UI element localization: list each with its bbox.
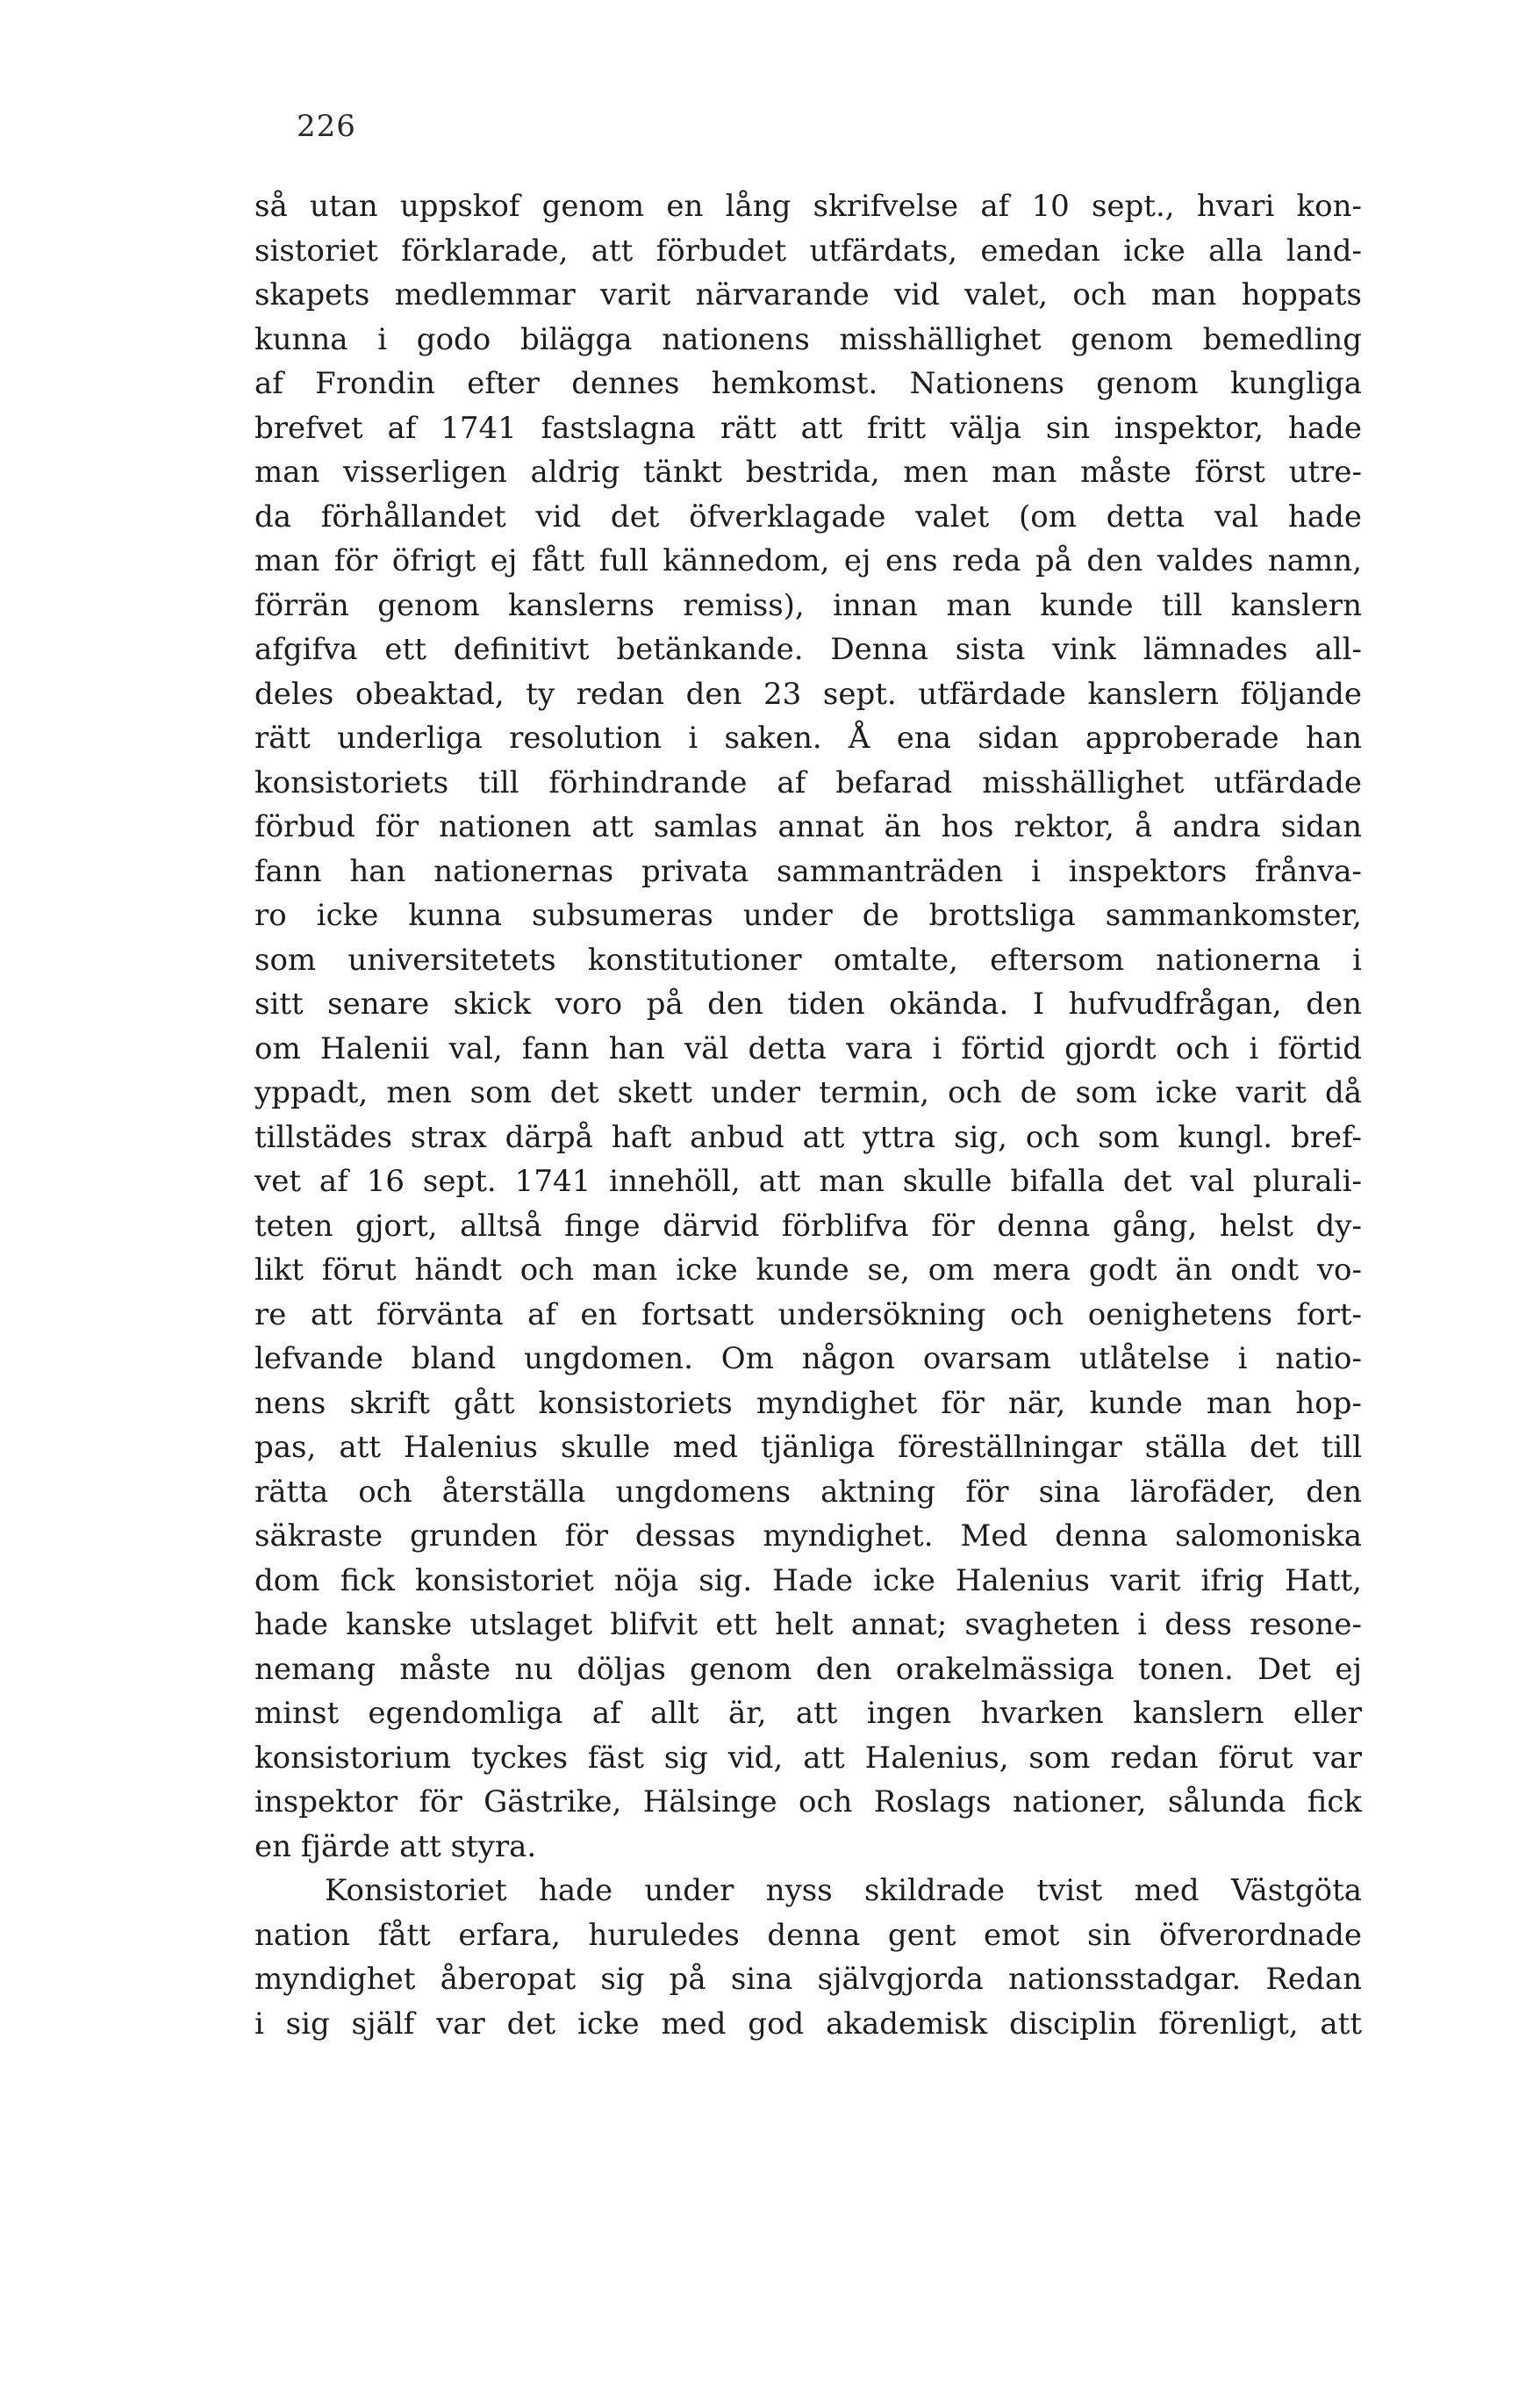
text-line: man visserligen aldrig tänkt bestrida, men man måste först utre- bbox=[254, 455, 1362, 490]
text-line: deles obeaktad, ty redan den 23 sept. utfärdade kanslern följande bbox=[254, 676, 1362, 712]
text-line: i sig själf var det icke med god akademisk disciplin förenligt, att bbox=[254, 2006, 1362, 2042]
text-line: brefvet af 1741 fastslagna rätt att fritt välja sin inspektor, hade bbox=[254, 410, 1362, 446]
text-line: skapets medlemmar varit närvarande vid valet, och man hoppats bbox=[254, 277, 1362, 312]
text-line: fann han nationernas privata sammanträden i inspektors frånva- bbox=[254, 853, 1362, 889]
text-line: rätta och återställa ungdomens aktning för sina lärofäder, den bbox=[254, 1474, 1362, 1510]
text-line: minst egendomliga af allt är, att ingen hvarken kanslern eller bbox=[254, 1696, 1362, 1731]
text-line: re att förvänta af en fortsatt undersökning och oenighetens fort- bbox=[254, 1296, 1362, 1332]
text-line: så utan uppskof genom en lång skrifvelse af 10 sept., hvari kon- bbox=[254, 189, 1362, 224]
text-line: yppadt, men som det skett under termin, och de som icke varit då bbox=[254, 1075, 1362, 1110]
text-line: Konsistoriet hade under nyss skildrade tvist med Västgöta bbox=[325, 1873, 1362, 1908]
text-line: da förhållandet vid det öfverklagade valet (om detta val hade bbox=[254, 499, 1362, 535]
text-line: sistoriet förklarade, att förbudet utfärdats, emedan icke alla land- bbox=[254, 233, 1362, 269]
text-line: en fjärde att styra. bbox=[254, 1828, 537, 1864]
text-line: sitt senare skick voro på den tiden okända. I hufvudfrågan, den bbox=[254, 987, 1362, 1022]
text-line: tillstädes strax därpå haft anbud att yttra sig, och som kungl. bref- bbox=[254, 1119, 1362, 1155]
text-line: vet af 16 sept. 1741 innehöll, att man skulle bifalla det val plurali- bbox=[254, 1164, 1362, 1199]
text-line: säkraste grunden för dessas myndighet. Med denna salomoniska bbox=[254, 1518, 1362, 1554]
text-line: inspektor för Gästrike, Hälsinge och Roslags nationer, sålunda fick bbox=[254, 1784, 1362, 1819]
text-line: myndighet åberopat sig på sina självgjorda nationsstadgar. Redan bbox=[254, 1962, 1362, 1997]
text-line: pas, att Halenius skulle med tjänliga föreställningar ställa det till bbox=[254, 1430, 1362, 1465]
text-line: likt förut händt och man icke kunde se, om mera godt än ondt vo- bbox=[254, 1252, 1362, 1288]
body-text bbox=[254, 184, 1362, 2046]
text-line: om Halenii val, fann han väl detta vara i förtid gjordt och i förtid bbox=[254, 1030, 1362, 1066]
text-line: förbud för nationen att samlas annat än hos rektor, å andra sidan bbox=[254, 809, 1362, 844]
text-line: lefvande bland ungdomen. Om någon ovarsam utlåtelse i natio- bbox=[254, 1341, 1362, 1376]
text-line: förrän genom kanslerns remiss), innan man kunde till kanslern bbox=[254, 587, 1362, 623]
text-line: nation fått erfara, huruledes denna gent emot sin öfverordnade bbox=[254, 1917, 1362, 1953]
text-line: nens skrift gått konsistoriets myndighet för när, kunde man hop- bbox=[254, 1385, 1362, 1421]
text-line: hade kanske utslaget blifvit ett helt annat; svagheten i dess resone- bbox=[254, 1607, 1362, 1642]
text-line: kunna i godo bilägga nationens misshällighet genom bemedling bbox=[254, 321, 1362, 357]
text-line: ro icke kunna subsumeras under de brottsliga sammankomster, bbox=[254, 898, 1362, 933]
text-line: konsistoriets till förhindrande af befarad misshällighet utfärdade bbox=[254, 764, 1362, 800]
page-number: 226 bbox=[297, 109, 356, 144]
text-line: af Frondin efter dennes hemkomst. Nationens genom kungliga bbox=[254, 366, 1362, 401]
text-line: teten gjort, alltså finge därvid förblifva för denna gång, helst dy- bbox=[254, 1208, 1362, 1244]
text-line: nemang måste nu döljas genom den orakelmässiga tonen. Det ej bbox=[254, 1651, 1362, 1687]
text-line: dom fick konsistoriet nöja sig. Hade icke Halenius varit ifrig Hatt, bbox=[254, 1562, 1362, 1598]
text-line: som universitetets konstitutioner omtalte, eftersom nationerna i bbox=[254, 942, 1362, 978]
text-line: konsistorium tyckes fäst sig vid, att Halenius, som redan förut var bbox=[254, 1740, 1362, 1776]
text-line: man för öfrigt ej fått full kännedom, ej ens reda på den valdes namn, bbox=[254, 543, 1362, 578]
text-line: afgifva ett definitivt betänkande. Denna sista vink lämnades all- bbox=[254, 632, 1362, 667]
text-line: rätt underliga resolution i saken. Å ena sidan approberade han bbox=[254, 721, 1362, 756]
